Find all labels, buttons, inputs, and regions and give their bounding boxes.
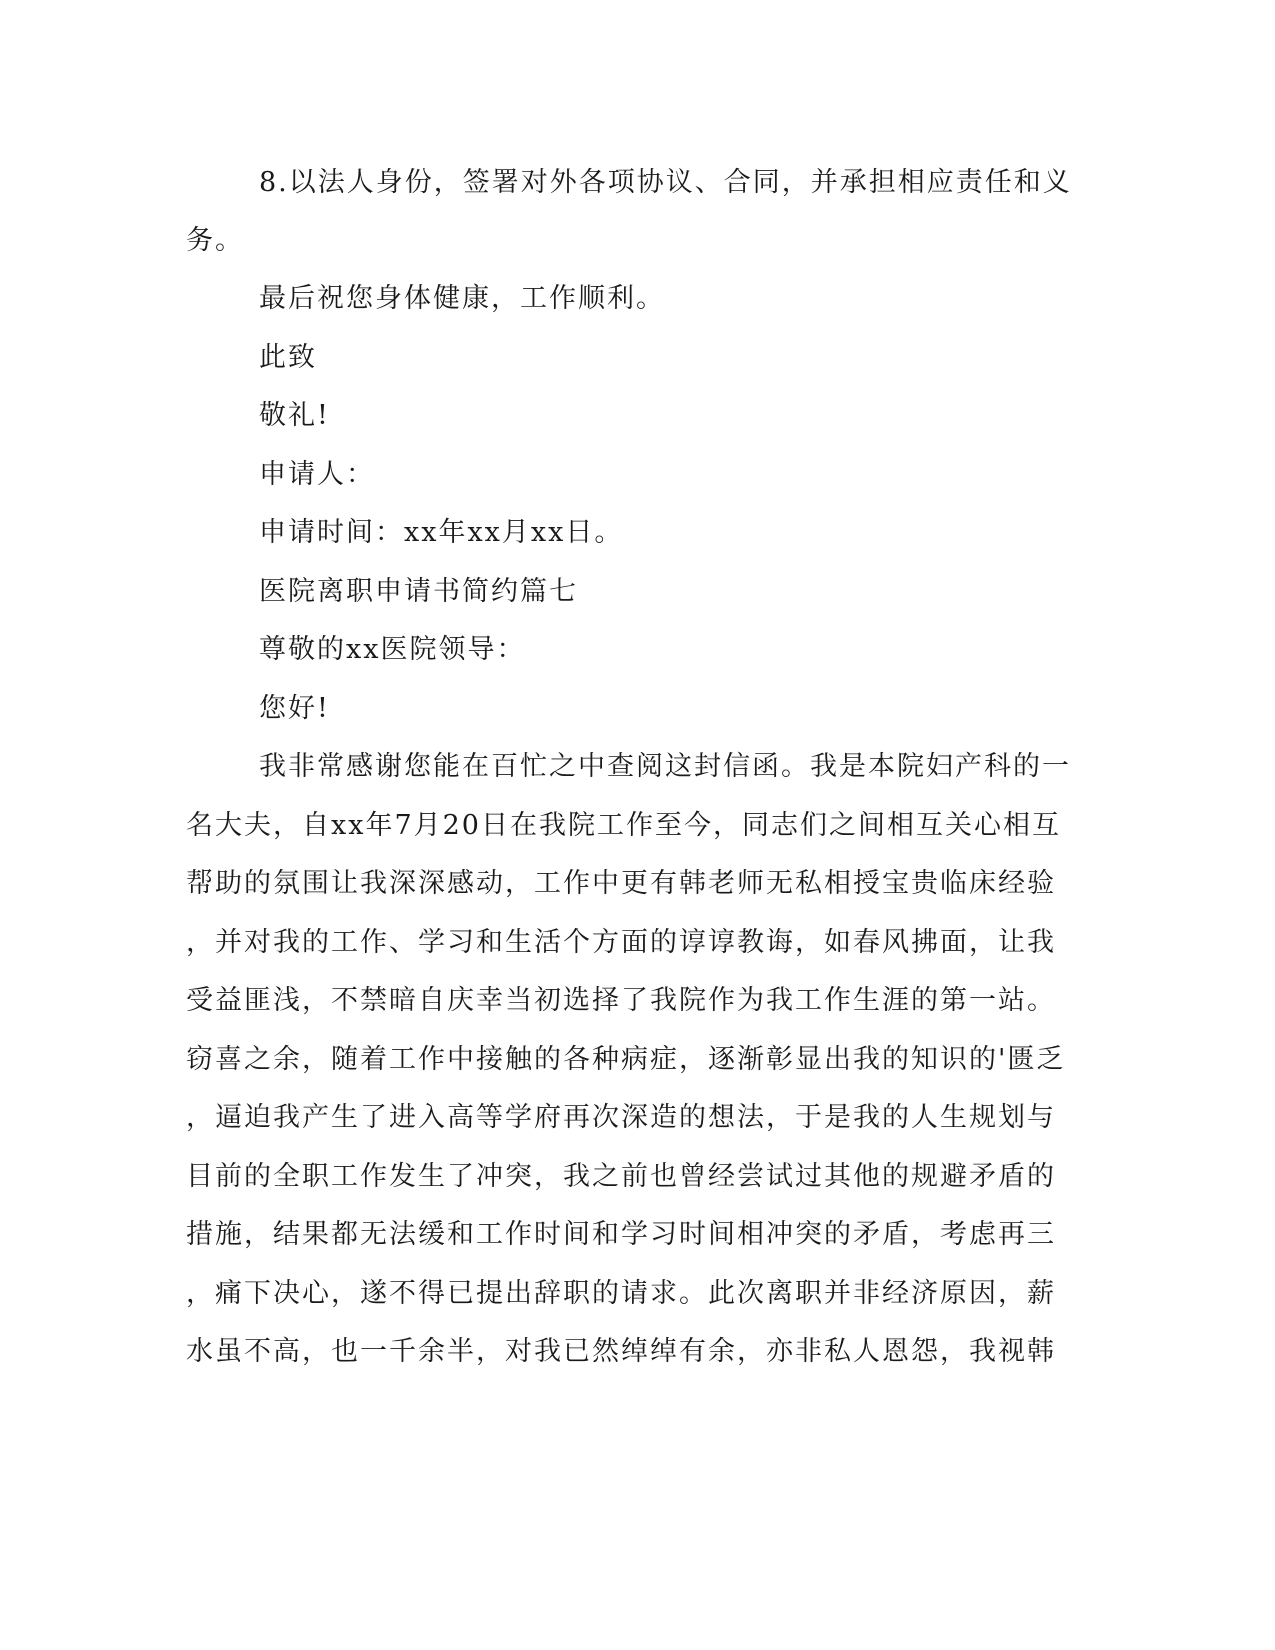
- paragraph-line: ，并对我的工作、学习和生活个方面的谆谆教诲，如春风拂面，让我: [186, 927, 1056, 958]
- paragraph-line: 受益匪浅，不禁暗自庆幸当初选择了我院作为我工作生涯的第一站。: [186, 985, 1056, 1016]
- paragraph-line: ，痛下决心，遂不得已提出辞职的请求。此次离职并非经济原因，薪: [186, 1278, 1056, 1309]
- paragraph-line: 目前的全职工作发生了冲突，我之前也曾经尝试过其他的规避矛盾的: [186, 1161, 1056, 1192]
- paragraph-line: 8.以法人身份，签署对外各项协议、合同，并承担相应责任和义: [259, 167, 1072, 198]
- applicant-label: 申请人：: [259, 459, 375, 490]
- paragraph-line: 窃喜之余，随着工作中接触的各种病症，逐渐彰显出我的知识的'匮乏: [186, 1044, 1066, 1075]
- paragraph-line: ，逼迫我产生了进入高等学府再次深造的想法，于是我的人生规划与: [186, 1102, 1056, 1133]
- paragraph-line: 务。: [186, 225, 244, 256]
- paragraph-line: 我非常感谢您能在百忙之中查阅这封信函。我是本院妇产科的一: [259, 751, 1071, 782]
- paragraph-line: 水虽不高，也一千余半，对我已然绰绰有余，亦非私人恩怨，我视韩: [186, 1336, 1056, 1367]
- letter-greeting: 您好!: [259, 693, 330, 724]
- salutation-cizhi: 此致: [259, 342, 317, 373]
- letter-addressee: 尊敬的xx医院领导：: [259, 634, 526, 665]
- salutation-jingli: 敬礼!: [259, 400, 330, 431]
- closing-wish: 最后祝您身体健康，工作顺利。: [259, 283, 665, 314]
- paragraph-line: 措施，结果都无法缓和工作时间和学习时间相冲突的矛盾，考虑再三: [186, 1219, 1056, 1250]
- paragraph-line: 帮助的氛围让我深深感动，工作中更有韩老师无私相授宝贵临床经验: [186, 868, 1056, 899]
- application-date: 申请时间：xx年xx月xx日。: [259, 517, 624, 548]
- paragraph-line: 名大夫，自xx年7月20日在我院工作至今，同志们之间相互关心相互: [186, 810, 1061, 841]
- section-heading: 医院离职申请书简约篇七: [259, 576, 578, 607]
